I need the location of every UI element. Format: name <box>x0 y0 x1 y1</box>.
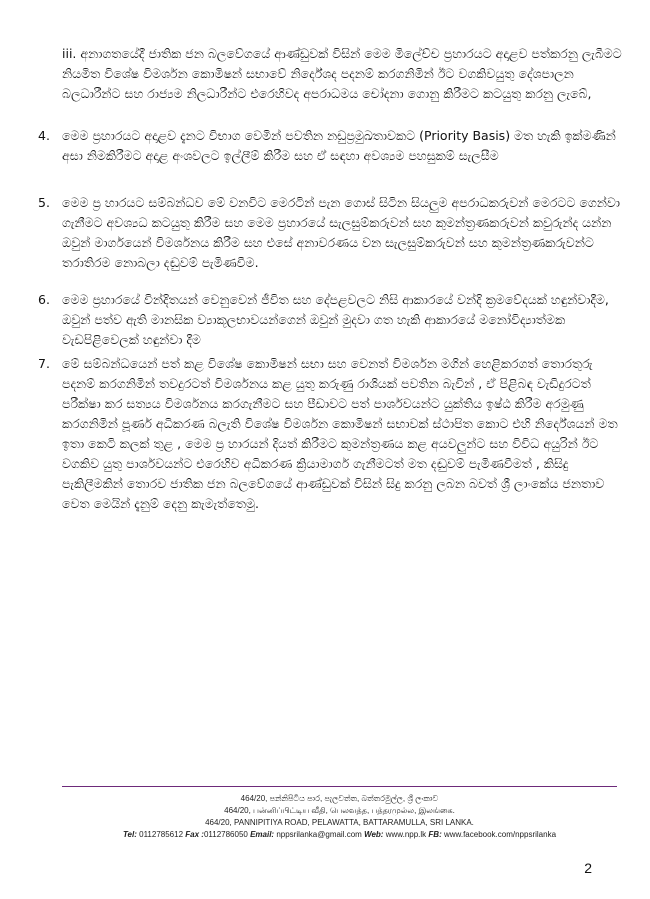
tel-value: 0112785612 <box>139 830 184 839</box>
fax-value: 0112786050 <box>203 830 248 839</box>
email-label: Email: <box>250 830 275 839</box>
footer-address-english: 464/20, PANNIPITIYA ROAD, PELAWATTA, BATTARAMULLA, SRI LANKA. <box>205 818 474 827</box>
fax-label: Fax : <box>185 830 204 839</box>
paragraph-5 <box>38 193 622 273</box>
paragraph-iii <box>62 44 622 104</box>
paragraph-4 <box>38 126 622 166</box>
footer-divider <box>62 786 617 787</box>
paragraph-text: මෙම ප්‍රහාරයේ වින්දිතයන් වෙනුවෙන් ජීවිත සහ දේපළවලට නිසි ආකාරයේ වන්දි ක්‍රමවේදයක් හඳුන්වාදීම, ඔවුන් පත්ව ඇති මානසික ව්‍යාකූලභාවයන්ගෙන් ඔවුන් මුදවා ගත හැකි ආකාරයේ මනෝවිද්‍යාත්මක වැඩපිළිවෙලක් හඳුන්වා දීම <box>62 292 609 347</box>
email-link[interactable]: nppsrilanka@gmail.com <box>276 830 362 839</box>
paragraph-text: මේ සම්බන්ධයෙන් පත් කළ විශේෂ කොමිෂන් සභා සහ වෙනත් විමර්ශන මගින් හෙළිකරගත් තොරතුරු පදනම් කරගනිමින් තවදුරටත් විමර්ශනය කළ යුතු කරුණු රාශියක් පවතින බැවින් , ඒ පිළිබඳ වැඩිදුරටත් පරීක්ෂා කර සත්‍යය විමර්ශනය කරගැනීමට සහ පීඩාවට පත් පාර්ශවයන්ට යුක්තිය ඉෂ්ඨ කිරීම අරමුණු කරගනිමින් පූර්ණ අධිකරණ බලැති විශේෂ විමර්ශන කොමිෂන් සභාවක් ස්ථාපිත කොට එහි නිර්දේශයන් මත ඉතා කෙටි කලක් තුළ , මෙම ප්‍ර හාරයන් දියත් කිරීමට කුමන්ත්‍රණය කළ අයවලුන්ට සහ විවිධ අයුරින් ඊට වගකිව යුතු පාර්ශවයන්ට එරෙහිව අධිකරණ ක්‍රියාමාර්ග ගැනීමටත් මත දඬුවම් පැමිණවීමත් , කිසිදු පැකිලීමකින් තොරව ජාතික ජන බලවේගයේ ආණ්ඩුවක් විසින් සිදු කරනු ලබන බවත් ශ්‍රී ලාංකේය ජනතාව වෙත මෙයින් දැනුම් දෙනු කැමැත්තෙමු. <box>62 356 618 511</box>
paragraph-text: මෙම ප්‍ර හාරයට සම්බන්ධව මේ වනවිට මෙරටින් පැන ගොස් සිටින සියලුම අපරාධකරුවන් මෙරටට ගෙන්වා ගැනීමට අවශ්‍යධ කටයුතු කිරීම සහ මෙම ප්‍රහාරයේ සැලසුම්කරුවන් සහ කුමන්ත්‍රණකරුවන් කවුරුන්ද යන්න ඔවුන් මාර්ගයෙන් විමර්ශනය කිරීම සහ එසේ අනාවරණය වන සැලසුම්කරුවන් සහ කුමන්ත්‍රණකරුවන්ට තරාතිරම නොබලා දඬුවම් පැමිණවීම. <box>62 195 621 270</box>
fb-label: FB: <box>428 830 442 839</box>
footer-address-sinhala: 464/20, පන්නිපිටිය පාර, පැලවත්ත, බත්තරමුල්ල, ශ්‍රී ලංකාව <box>240 794 439 803</box>
paragraph-7 <box>38 354 622 514</box>
paragraph-number: 7. <box>38 356 50 371</box>
footer-address-tamil: 464/20, பன்னிப்பிட்டிய வீதி, பெலவத்த, பத்தரமுல்ல, இலங்கை. <box>224 806 455 815</box>
paragraph-number: 5. <box>38 195 50 210</box>
facebook-link[interactable]: www.facebook.com/nppsrilanka <box>443 830 557 839</box>
paragraph-6 <box>38 290 622 350</box>
tel-label: Tel: <box>122 830 137 839</box>
paragraph-number: 6. <box>38 292 50 307</box>
web-label: Web: <box>364 830 384 839</box>
web-link[interactable]: www.npp.lk <box>385 830 427 839</box>
paragraph-text: iii. අනාගතයේදී ජාතික ජන බලවේගයේ ආණ්ඩුවක් විසින් මෙම මිලේච්ච ප්‍රහාරයට අදාළව පත්කරනු ලැබීමට නියමිත විශේෂ විමර්ශන කොමිෂන් සභාවේ නිර්දේශද පදනම් කරගනිමින් ඊට වගකිවයුතු දේශපාලන බලධාරීන්ට සහ රාජ්‍යම නිලධාරීන්ට එරෙහිවද අපරාධමය චෝදනා ගොනු කිරීමට කටයුතු කරනු ලැබේ, <box>62 46 622 101</box>
footer-contact-line <box>62 829 617 841</box>
paragraph-number: 4. <box>38 128 50 143</box>
paragraph-text: මෙම ප්‍රහාරයට අදාළව දැනට විභාග වෙමින් පවතින නඩුප්‍රමුඛතාවකට (Priority Basis) මත හැකි ඉක්මණින් අසා නිමකිරීමට අදාළ අංශවලට ඉල්ලීම් කිරීම සහ ඒ සඳහා අවශ්‍යම පහසුකම් සැලසීම <box>62 128 616 163</box>
letterhead-footer <box>62 793 617 841</box>
page-number: 2 <box>584 860 592 876</box>
